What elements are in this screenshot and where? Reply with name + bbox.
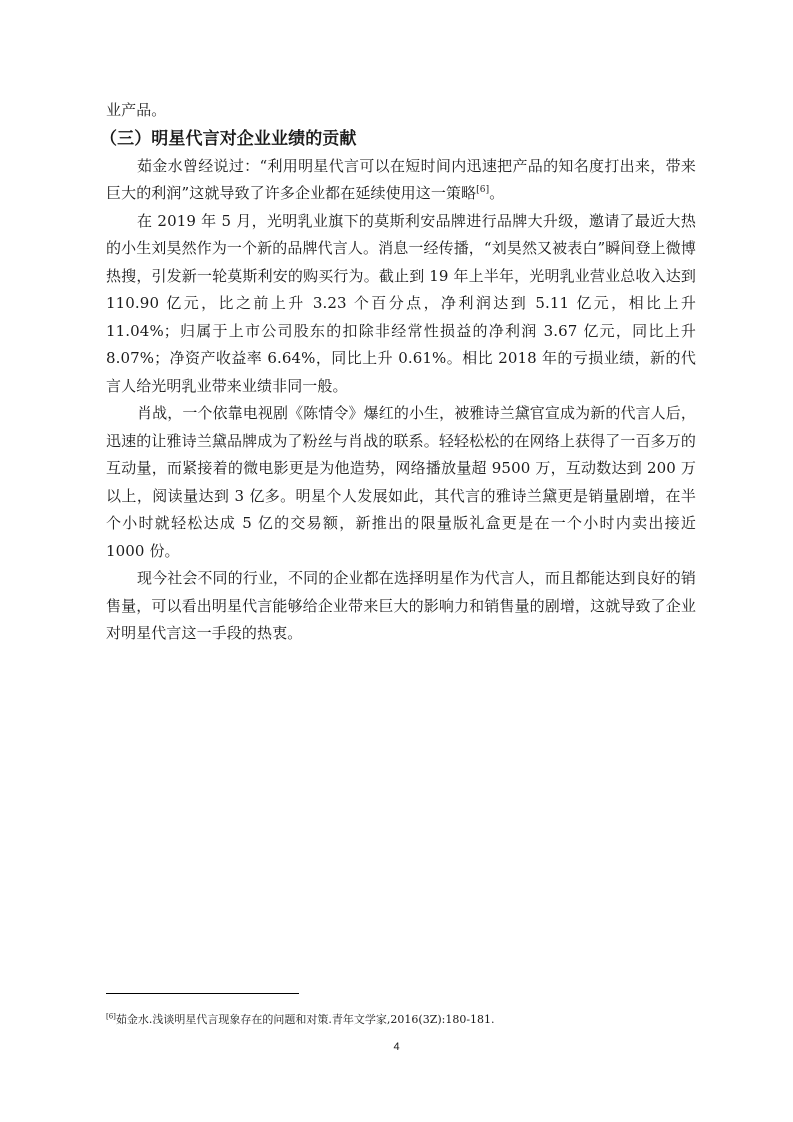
citation-ref[interactable]: [6] (476, 185, 490, 195)
page-number: 4 (393, 1041, 400, 1053)
continuation-text: 业产品。 (106, 101, 167, 119)
paragraph-4: 现今社会不同的行业，不同的企业都在选择明星作为代言人，而且都能达到良好的销售量，可以看出明星代言能够给企业带来巨大的影响力和销售量的剧增，这就导致了企业对明星代言这一手段的热衷。 (106, 569, 696, 642)
paragraph-1 (106, 153, 696, 208)
paragraph-3: 肖战，一个依靠电视剧《陈情令》爆红的小生，被雅诗兰黛官宣成为新的代言人后，迅速的让雅诗兰黛品牌成为了粉丝与肖战的联系。轻轻松松的在网络上获得了一百多万的互动量，而紧接着的微电影更是为他造势，网络播放量超 9500 万，互动数达到 200 万以上，阅读量达到 3 亿多。明星个人发展如此，其代言的雅诗兰黛更是销量剧增，在半个小时就轻松达成 5 亿的交易额，新推出的限量版礼盒更是在一个小时内卖出接近 1000 份。 (106, 404, 696, 560)
footnote-divider (106, 993, 299, 994)
footnote (106, 1012, 706, 1028)
paragraph-2: 在 2019 年 5 月，光明乳业旗下的莫斯利安品牌进行品牌大升级，邀请了最近大热的小生刘昊然作为一个新的品牌代言人。消息一经传播，“刘昊然又被表白”瞬间登上微博热搜，引发新一轮莫斯利安的购买行为。截止到 19 年上半年，光明乳业营业总收入达到 110.90 亿元，比之前上升 3.23 个百分点，净利润达到 5.11 亿元，相比上升 11.04%；归属于上市公司股东的扣除非经常性损益的净利润 3.67 亿元，同比上升 8.07%；净资产收益率 6.64%，同比上升 0.61%。相比 2018 年的亏损业绩，新的代言人给光明乳业带来业绩非同一般。 (106, 211, 696, 395)
paragraph-1-text: 茹金水曾经说过：“利用明星代言可以在短时间内迅速把产品的知名度打出来，带来巨大的利润”这就导致了许多企业都在延续使用这一策略 (106, 156, 696, 202)
paragraph-1-end: 。 (489, 184, 505, 202)
footnote-text: 茹金水.浅谈明星代言现象存在的问题和对策.青年文学家,2016(3Z):180-181. (115, 1013, 495, 1026)
section-heading: （三）明星代言对企业业绩的贡献 (100, 128, 357, 149)
footnote-marker: [6] (106, 1012, 116, 1021)
body-text (100, 97, 696, 648)
